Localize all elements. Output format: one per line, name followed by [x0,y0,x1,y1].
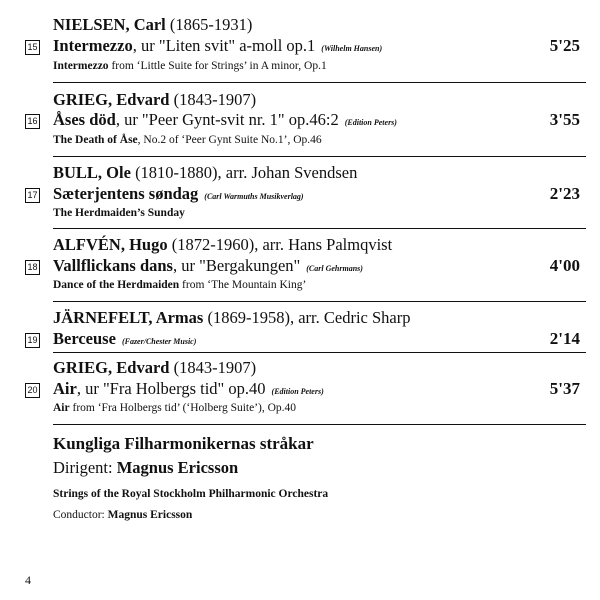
english-title: Intermezzo [53,60,109,72]
composer-line [53,163,357,183]
track-number: 17 [25,188,40,203]
conductor-swedish [53,458,238,478]
divider [53,301,586,302]
english-title-line [53,60,327,72]
track-title-line [53,36,382,56]
ensemble-english: Strings of the Royal Stockholm Philharmonic Orchestra [53,488,329,500]
track-duration: 3'55 [549,110,580,129]
track-title-line [53,379,324,399]
publisher: (Edition Peters) [271,387,324,396]
track-title: Intermezzo [53,36,133,55]
track-title: Vallflickans dans [53,256,173,275]
composer-name: NIELSEN, Carl [53,15,166,34]
track-duration: 2'14 [549,329,580,348]
composer-line [53,358,256,378]
publisher: (Wilhelm Hansen) [321,44,383,53]
track-title-rest: , ur "Bergakungen" [172,256,301,275]
track-title-line [53,329,196,349]
composer-name: GRIEG, Edvard [53,358,170,377]
track-number: 16 [25,114,40,129]
composer-info: (1872-1960), arr. Hans Palmqvist [167,235,393,254]
divider [53,228,586,229]
english-title-line [53,279,306,291]
english-title-line [53,207,185,219]
composer-name: ALFVÉN, Hugo [53,235,168,254]
track-number: 15 [25,40,40,55]
track-title-line [53,184,304,204]
composer-name: JÄRNEFELT, Armas [53,308,204,327]
conductor-label: Dirigent: [53,458,117,477]
track-number: 18 [25,260,40,275]
publisher: (Edition Peters) [344,118,397,127]
english-title: Air [53,402,70,414]
english-title-rest: , No.2 of ‘Peer Gynt Suite No.1’, Op.46 [137,134,322,146]
track-title-rest: , ur "Fra Holbergs tid" op.40 [76,379,266,398]
composer-name: BULL, Ole [53,163,131,182]
publisher: (Fazer/Chester Music) [121,337,197,346]
english-title-line [53,134,322,146]
divider [53,156,586,157]
page-number: 4 [25,573,31,587]
composer-name: GRIEG, Edvard [53,90,170,109]
conductor-english [53,509,192,521]
publisher: (Carl Gehrmans) [306,264,363,273]
track-title-rest: , ur "Liten svit" a-moll op.1 [132,36,316,55]
track-duration: 2'23 [549,184,580,203]
track-number: 19 [25,333,40,348]
english-title: Dance of the Herdmaiden [53,279,180,291]
english-title-line [53,402,296,414]
conductor-label: Conductor: [53,509,108,521]
composer-info: (1869-1958), arr. Cedric Sharp [203,308,411,327]
composer-line [53,15,252,35]
track-title: Åses död [53,110,116,129]
conductor-name: Magnus Ericsson [107,509,193,521]
publisher: (Carl Warmuths Musikverlag) [204,192,304,201]
composer-info: (1843-1907) [169,90,257,109]
divider [53,352,586,353]
track-duration: 5'37 [549,379,580,398]
ensemble-swedish: Kungliga Filharmonikernas stråkar [53,434,314,453]
conductor-name: Magnus Ericsson [116,458,239,477]
track-title: Sæterjentens søndag [53,184,199,203]
composer-line [53,235,392,255]
composer-info: (1843-1907) [169,358,257,377]
track-title-line [53,256,363,276]
track-title: Berceuse [53,329,116,348]
composer-line [53,308,410,328]
composer-info: (1810-1880), arr. Johan Svendsen [130,163,358,182]
divider [53,82,586,83]
english-title: The Death of Åse [53,134,138,146]
english-title: The Herdmaiden’s Sunday [53,207,185,219]
track-number: 20 [25,383,40,398]
track-title: Air [53,379,77,398]
english-title-rest: from ‘Fra Holbergs tid’ (‘Holberg Suite’), Op.40 [69,402,297,414]
divider [53,424,586,425]
composer-line [53,90,256,110]
english-title-rest: from ‘The Mountain King’ [179,279,307,291]
track-duration: 5'25 [549,36,580,55]
track-title-line [53,110,397,130]
english-title-rest: from ‘Little Suite for Strings’ in A minor, Op.1 [108,60,327,72]
track-duration: 4'00 [549,256,580,275]
composer-info: (1865-1931) [165,15,253,34]
track-title-rest: , ur "Peer Gynt-svit nr. 1" op.46:2 [115,110,339,129]
